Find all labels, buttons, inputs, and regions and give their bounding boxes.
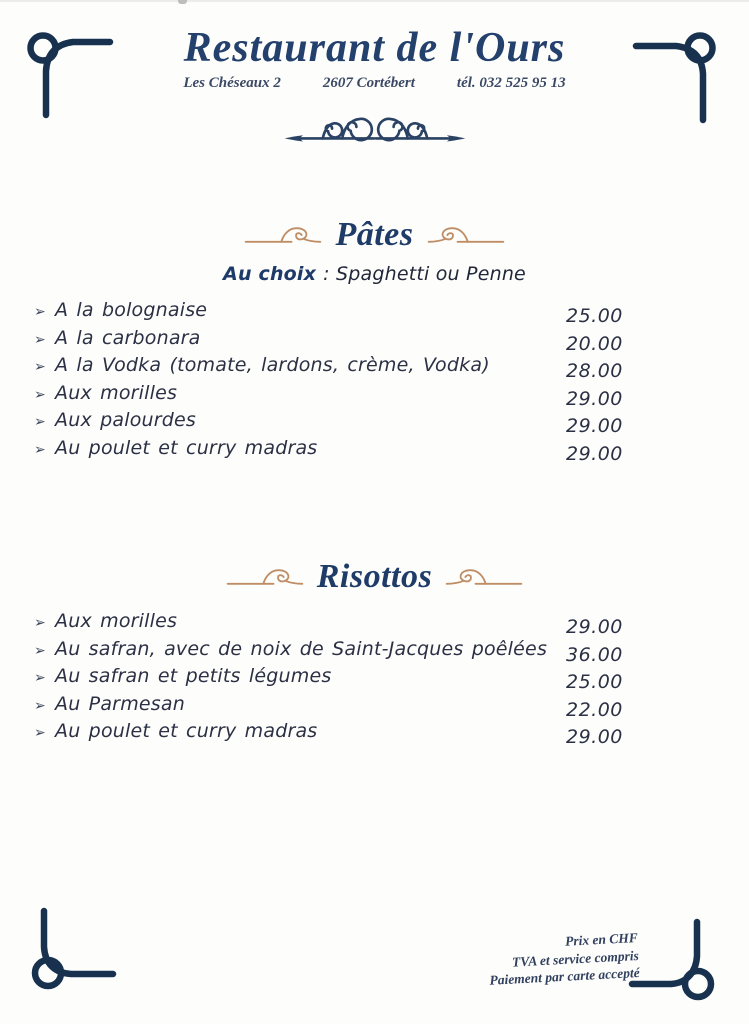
address-line bbox=[0, 75, 749, 92]
item-price: 29.00 bbox=[566, 726, 623, 749]
footer-line-currency: Prix en CHF bbox=[564, 929, 638, 949]
section-pates bbox=[0, 214, 749, 465]
item-label: Au safran, avec de noix de Saint-Jacques poêlées bbox=[55, 637, 548, 660]
menu-item-row bbox=[34, 409, 630, 437]
item-price: 29.00 bbox=[566, 415, 623, 438]
corner-ornament-bottom-left-icon bbox=[18, 903, 128, 995]
wave-ornament-right-icon bbox=[427, 222, 505, 248]
choice-note-bold: Au choix bbox=[223, 263, 317, 285]
item-label: Aux palourdes bbox=[55, 409, 197, 432]
item-label: Au poulet et curry madras bbox=[55, 720, 318, 743]
item-label: A la Vodka (tomate, lardons, crème, Vodka) bbox=[55, 354, 490, 377]
risottos-item-list bbox=[0, 610, 749, 748]
arrow-bullet-icon: ➢ bbox=[34, 304, 46, 320]
choice-note-rest: : Spaghetti ou Penne bbox=[323, 263, 526, 285]
item-label: Aux morilles bbox=[55, 610, 178, 632]
menu-item-row bbox=[34, 382, 630, 410]
section-title-risottos: Risottos bbox=[316, 558, 433, 595]
item-price: 20.00 bbox=[566, 332, 623, 355]
section-risottos bbox=[0, 556, 749, 748]
menu-item-row bbox=[34, 638, 630, 666]
menu-item-row bbox=[34, 610, 630, 638]
item-label: Au poulet et curry madras bbox=[55, 436, 318, 459]
restaurant-header bbox=[0, 24, 749, 148]
arrow-bullet-icon: ➢ bbox=[34, 441, 46, 458]
item-label: A la bolognaise bbox=[55, 299, 208, 321]
wave-ornament-left-icon bbox=[244, 222, 322, 248]
arrow-bullet-icon: ➢ bbox=[34, 697, 46, 714]
scan-edge-artifact bbox=[0, 0, 749, 2]
item-price: 25.00 bbox=[566, 305, 623, 327]
city-address: 2607 Cortébert bbox=[322, 75, 415, 91]
item-price: 36.00 bbox=[566, 643, 623, 666]
item-label: Aux morilles bbox=[55, 381, 178, 404]
item-price: 22.00 bbox=[566, 698, 623, 721]
item-price: 29.00 bbox=[566, 442, 623, 465]
item-price: 29.00 bbox=[566, 387, 623, 410]
item-label: A la carbonara bbox=[55, 326, 201, 349]
street-address: Les Chéseaux 2 bbox=[183, 75, 281, 91]
item-price: 25.00 bbox=[566, 671, 623, 694]
item-label: Au Parmesan bbox=[55, 692, 185, 715]
scroll-divider-icon bbox=[282, 104, 468, 148]
arrow-bullet-icon: ➢ bbox=[34, 386, 46, 403]
arrow-bullet-icon: ➢ bbox=[34, 331, 46, 348]
menu-item-row bbox=[34, 299, 630, 327]
pates-item-list bbox=[0, 299, 749, 465]
restaurant-name: Restaurant de l'Ours bbox=[183, 25, 566, 71]
menu-footer bbox=[487, 929, 640, 989]
wave-ornament-right-icon bbox=[445, 564, 523, 590]
pates-heading bbox=[0, 214, 749, 256]
item-price: 29.00 bbox=[566, 616, 623, 638]
menu-item-row bbox=[34, 665, 630, 693]
section-title-pates: Pâtes bbox=[335, 216, 414, 253]
arrow-bullet-icon: ➢ bbox=[34, 414, 46, 431]
scan-mark-artifact bbox=[178, 0, 187, 4]
arrow-bullet-icon: ➢ bbox=[34, 670, 46, 687]
menu-item-row bbox=[34, 354, 630, 382]
menu-item-row bbox=[34, 720, 630, 748]
arrow-bullet-icon: ➢ bbox=[34, 725, 46, 742]
phone-number: tél. 032 525 95 13 bbox=[456, 75, 566, 91]
item-label: Au safran et petits légumes bbox=[55, 665, 332, 688]
arrow-bullet-icon: ➢ bbox=[34, 359, 46, 376]
footer-line-payment: Paiement par carte accepté bbox=[488, 964, 640, 988]
risottos-heading bbox=[0, 556, 749, 598]
arrow-bullet-icon: ➢ bbox=[34, 642, 46, 659]
menu-item-row bbox=[34, 693, 630, 721]
item-price: 28.00 bbox=[566, 360, 623, 383]
menu-item-row bbox=[34, 437, 630, 465]
wave-ornament-left-icon bbox=[226, 564, 304, 590]
arrow-bullet-icon: ➢ bbox=[34, 615, 46, 631]
pates-choice-note bbox=[0, 263, 749, 285]
menu-item-row bbox=[34, 327, 630, 355]
footer-line-tva: TVA et service compris bbox=[511, 947, 639, 970]
